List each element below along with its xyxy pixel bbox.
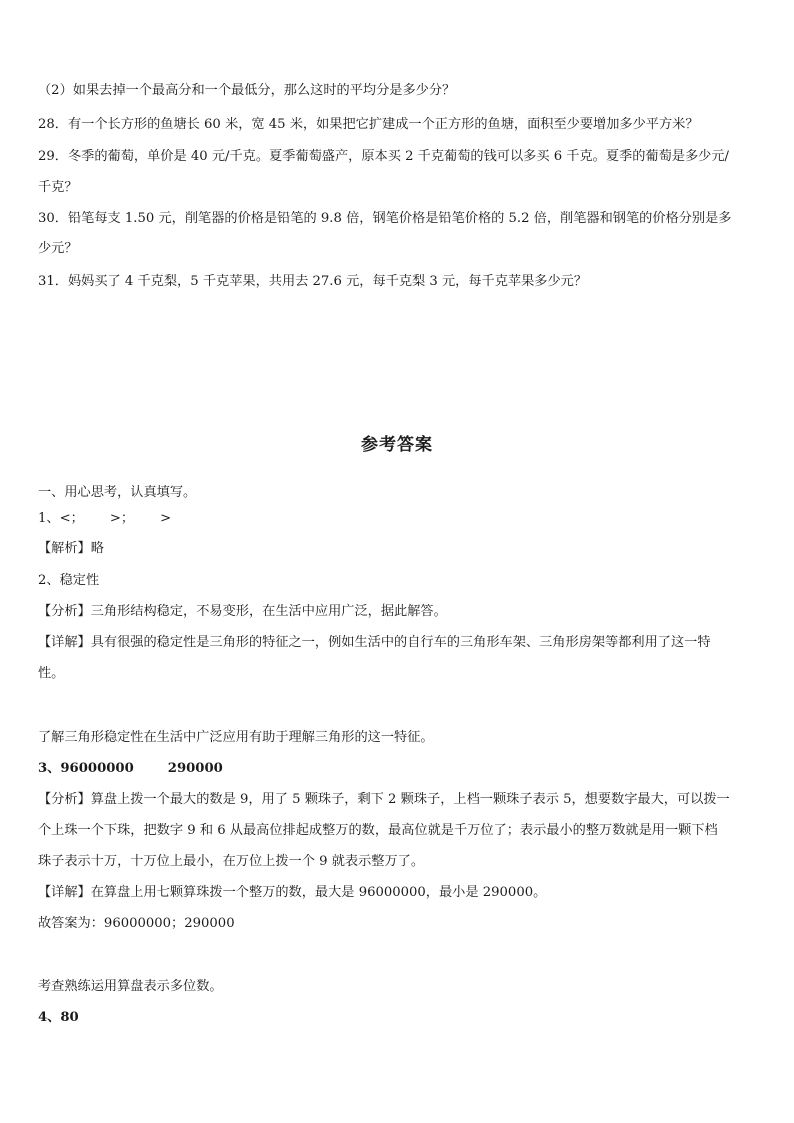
answer-2-comment: 了解三角形稳定性在生活中广泛应用有助于理解三角形的这一特征。 [38,730,434,745]
answer-1-label: 1、 [38,511,60,526]
question-31: 31．妈妈买了 4 千克梨，5 千克苹果，共用去 27.6 元，每千克梨 3 元，每千克苹果多少元？ [38,274,588,289]
answer-3-conclusion: 故答案为：96000000；290000 [38,916,235,931]
question-30-line-1: 30．铅笔每支 1.50 元，削笔器的价格是铅笔的 9.8 倍，钢笔价格是铅笔价格的 5.2 倍，削笔器和钢笔的价格分别是多 [38,211,732,226]
answer-3 [38,760,768,778]
answer-3-analysis-line-3: 珠子表示十万，十万位上最小，在万位上拨一个 9 就表示整万了。 [38,854,425,869]
question-29-line-2: 千克？ [38,180,78,195]
answer-2-detail-line-1: 【详解】具有很强的稳定性是三角形的特征之一，例如生活中的自行车的三角形车架、三角形房架等都利用了这一特 [38,635,711,650]
question-27-part-2: （2）如果去掉一个最高分和一个最低分，那么这时的平均分是多少分？ [38,83,456,98]
answer-2-detail-line-2: 性。 [38,666,65,681]
answer-4-label: 4、80 [38,1010,79,1025]
answer-3-analysis-line-1: 【分析】算盘上拨一个最大的数是 9，用了 5 颗珠子，剩下 2 颗珠子，上档一颗珠子表示 5，想要数字最大，可以拨一 [38,792,730,807]
answer-3-label: 3、96000000 [38,761,134,776]
answer-3-analysis-line-2: 个上珠一个下珠，把数字 9 和 6 从最高位排起成整万的数，最高位就是千万位了；表示最小的整万数就是用一颗下档 [38,823,718,838]
answer-1-analysis: 【解析】略 [38,541,104,556]
answer-3-comment: 考查熟练运用算盘表示多位数。 [38,979,223,994]
answer-2-analysis: 【分析】三角形结构稳定，不易变形，在生活中应用广泛，据此解答。 [38,604,447,619]
answer-1 [38,510,768,528]
answer-1-value-3: > [160,511,172,526]
answer-section-title: 参考答案 [361,435,433,455]
answer-1-value-1: <； [59,511,84,526]
answer-2-label: 2、稳定性 [38,573,100,588]
question-28: 28．有一个长方形的鱼塘长 60 米，宽 45 米，如果把它扩建成一个正方形的鱼塘，面积至少要增加多少平方米？ [38,117,699,132]
answer-3-detail: 【详解】在算盘上用七颗算珠拨一个整万的数，最大是 96000000，最小是 290000。 [38,885,547,900]
question-30-line-2: 少元？ [38,241,78,256]
answer-3-second: 290000 [167,761,223,776]
question-29-line-1: 29．冬季的葡萄，单价是 40 元/千克。夏季葡萄盛产，原本买 2 千克葡萄的钱可以多买 6 千克。夏季的葡萄是多少元/ [38,149,730,164]
answer-section-heading: 一、用心思考，认真填写。 [38,485,197,500]
answer-1-value-2: >； [109,511,135,526]
